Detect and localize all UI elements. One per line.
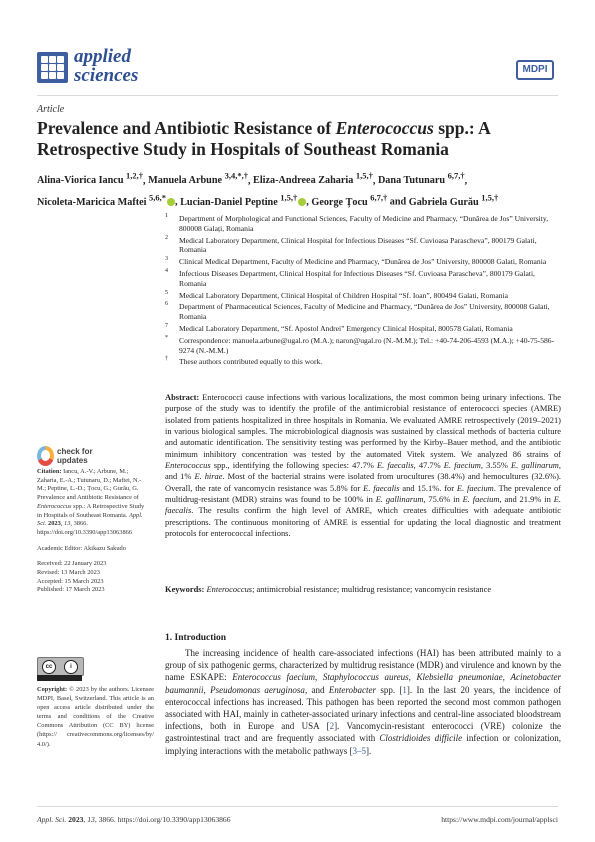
abstract: Abstract: Enterococci cause infections with various localizations, the most common being urinary infections. The purpose of the study was to identify the profile of the antimicrobial resistance of enterococci species (AMRE) isolated from patients hospitalized in three hospitals in Romania. We evaluated AMRE retrospectively (2019–2021) in various biological samples. The microbiological diagnosis was sustained by classical methods of bacteria culture and automatic identification. The sensitivity testing was performed by the Kirby–Bauer method, and the antibiotic minimum inhibitory concentration was tested by the automated Vitek system. We analyzed 86 strains of Enterococcus spp., identifying the following species: 47.7% E. faecalis, 47.7% E. faecium, 3.55% E. gallinarum, and 1% E. hirae. Most of the bacterial strains were isolated from urocultures (38.4%) and hemocultures (32.6%). Overall, the rate of vancomycin resistance was 5.8% for E. faecalis and 15.1%. for E. faecium. The prevalence of multidrug-resistant (MDR) strains was found to be 100% in E. gallinarum, 75.6% in E. faecium, and 21.9% in E. faecalis. The results confirm the high level of AMRE, which creates difficulties with adequate antibiotic prescriptions. The continuous monitoring of AMRE is essential for updating the local diagnostic and treatment protocols for enterococcal infections. (165, 392, 561, 539)
author[interactable]: Manuela Arbune $^{3,4,*,\dagger}$ (148, 171, 248, 187)
affiliation-item: 5 Medical Laboratory Department, Clinical Hospital of Children Hospital “Sf. Ioan”, 800494 Galati, Romania (165, 289, 508, 300)
journal-name (74, 47, 138, 85)
reference-link[interactable]: 3–5 (352, 745, 366, 756)
article-info-sidebar (37, 468, 147, 595)
cc-by-license-icon[interactable]: cc i (37, 657, 84, 676)
affiliation-item: 2 Medical Laboratory Department, Clinical Hospital for Infectious Diseases “Sf. Cuvioasa Parascheva”, 800179 Galati, Romania (165, 234, 537, 255)
equal-contribution-note: † These authors contributed equally to this work. (165, 356, 323, 367)
academic-editor: Academic Editor: Akikazu Sakudo (37, 544, 126, 552)
reference-link[interactable]: 2 (329, 721, 335, 732)
author[interactable]: Alina-Viorica Iancu $^{1,2,\dagger}$ (37, 171, 144, 187)
section-heading-introduction: 1. Introduction (165, 633, 227, 643)
publisher-logo: MDPI (516, 60, 554, 80)
affiliation-item: 1 Department of Morphological and Functional Sciences, Faculty of Medicine and Pharmacy, “Dunărea de Jos” University, 800008 Galați, Romania (165, 213, 549, 233)
correspondence[interactable]: * Correspondence: manuela.arbune@ugal.ro (M.A.); naron@ugal.ro (N.-M.M.); Tel.: +40-74-206-4593 (M.A.); +40-75-586-9274 (N.-M.M.) (165, 334, 555, 355)
author[interactable]: George Țocu $^{6,7,\dagger}$ (311, 192, 388, 208)
footer-citation[interactable]: Appl. Sci. 2023, 13, 3866. https://doi.org/10.3390/app13063866 (37, 815, 231, 824)
copyright-notice: Copyright: © 2023 by the authors. Licensee MDPI, Basel, Switzerland. This article is an open access article distributed under the terms and conditions of the Creative Commons Attribution (CC BY) license (https:// creativecommons.org/licenses/by/ 4.0/). (37, 686, 154, 748)
author[interactable]: Gabriela Gurău $^{1,5,\dagger}$ (408, 192, 499, 208)
article-type: Article (37, 104, 65, 115)
affiliation-item: 7 Medical Laboratory Department, “Sf. Apostol Andrei” Emergency Clinical Hospital, 800578 Galati, Romania (165, 322, 513, 333)
author[interactable]: Nicoleta-Maricica Maftei $^{5,6,*}$ (37, 197, 175, 208)
author[interactable]: Lucian-Daniel Peptine $^{1,5,\dagger}$ (180, 197, 306, 208)
affiliation-item: 6 Department of Pharmaceutical Sciences, Faculty of Medicine and Pharmacy, “Dunărea de Jos” University, 800008 Galati, Romania (165, 301, 550, 322)
reference-link[interactable]: 1 (402, 684, 407, 695)
date-received: Received: 22 January 2023 (37, 560, 107, 568)
affiliations (165, 214, 560, 369)
journal-logo-icon (37, 52, 68, 83)
affiliation-item: 3 Clinical Medical Department, Faculty of Medicine and Pharmacy, “Dunărea de Jos” University, 800008 Galati, Romania (165, 256, 547, 267)
footer-journal-url[interactable]: https://www.mdpi.com/journal/applsci (441, 815, 558, 824)
author[interactable]: Eliza-Andreea Zaharia $^{1,5,\dagger}$ (253, 171, 373, 187)
date-accepted: Accepted: 15 March 2023 (37, 577, 104, 585)
affiliation-item: 4 Infectious Diseases Department, Clinical Hospital for Infectious Diseases “Sf. Cuvioasa Parascheva”, 800179 Galati, Romania (165, 267, 535, 288)
check-for-updates-button[interactable]: check for updates (37, 446, 107, 468)
header-divider (37, 95, 558, 96)
date-published: Published: 17 March 2023 (37, 586, 105, 594)
introduction-body: The increasing incidence of health care-associated infections (HAI) has been attributed mainly to a group of six pathogenic germs, characterized by multidrug resistance (MDR) and virulence and known by the name ESKAPE: Enterococcus faecium, Staphylococcus aureus, Klebsiella pneumoniae, Acinetobacter baumannii, Pseudomonas aeruginosa, and Enterobacter spp. [1]. In the last 20 years, the incidence of enterococcal infections has increased. This pathogen has been reported the second most common pathogen associated with HAI, mainly in catheter-associated urinary infections and central-line associated bloodstream infections, both in Europe and USA [2]. Vancomycin-resistant enterococci (VRE) colonize the gastrointestinal tract and are frequently associated with Clostridioides difficile infection or colonization, implying interactions with the metabolic pathways [3–5]. (165, 648, 562, 756)
journal-name-line2: sciences (74, 65, 139, 86)
orcid-icon[interactable] (167, 198, 175, 206)
journal-name-line1: applied (74, 46, 131, 67)
author[interactable]: Dana Tutunaru $^{6,7,\dagger}$ (377, 171, 465, 187)
keywords: Keywords: Enterococcus; antimicrobial resistance; multidrug resistance; vancomycin resistance (165, 584, 492, 594)
cc-by-license-strip (37, 675, 82, 681)
check-updates-icon (37, 446, 54, 466)
date-revised: Revised: 13 March 2023 (37, 569, 101, 577)
citation: Citation: Iancu, A.-V.; Arbune, M.; Zaharia, E.-A.; Tutunaru, D.; Maftei, N.-M.; Peptine, L.-D.; Țocu, G.; Gurău, G. Prevalence and Antibiotic Resistance of Enterococcus spp.: A Retrospective Study in Hospitals of Southeast Romania. Appl. Sci. 2023, 13, 3866. https://doi.org/10.3390/app13063866 (37, 468, 145, 536)
footer-divider (37, 806, 558, 807)
article-title: Prevalence and Antibiotic Resistance of Enterococcus spp.: A Retrospective Study in Hospitals of Southeast Romania (37, 118, 490, 159)
author-list: Alina-Viorica Iancu $^{1,2,\dagger}$, Manuela Arbune $^{3,4,*,\dagger}$, Eliza-Andreea Zaharia $^{1,5,\dagger}$, Dana Tutunaru $^{6,7,\dagger}$, Nicoleta-Maricica Maftei $^{5,6,*}$ , Lucian-Daniel Peptine $^{1,5,\dagger}$ , George Țocu $^{6,7,\dagger}$ and Gabriela Gurău $^{1,5,\dagger}$ (37, 171, 499, 208)
